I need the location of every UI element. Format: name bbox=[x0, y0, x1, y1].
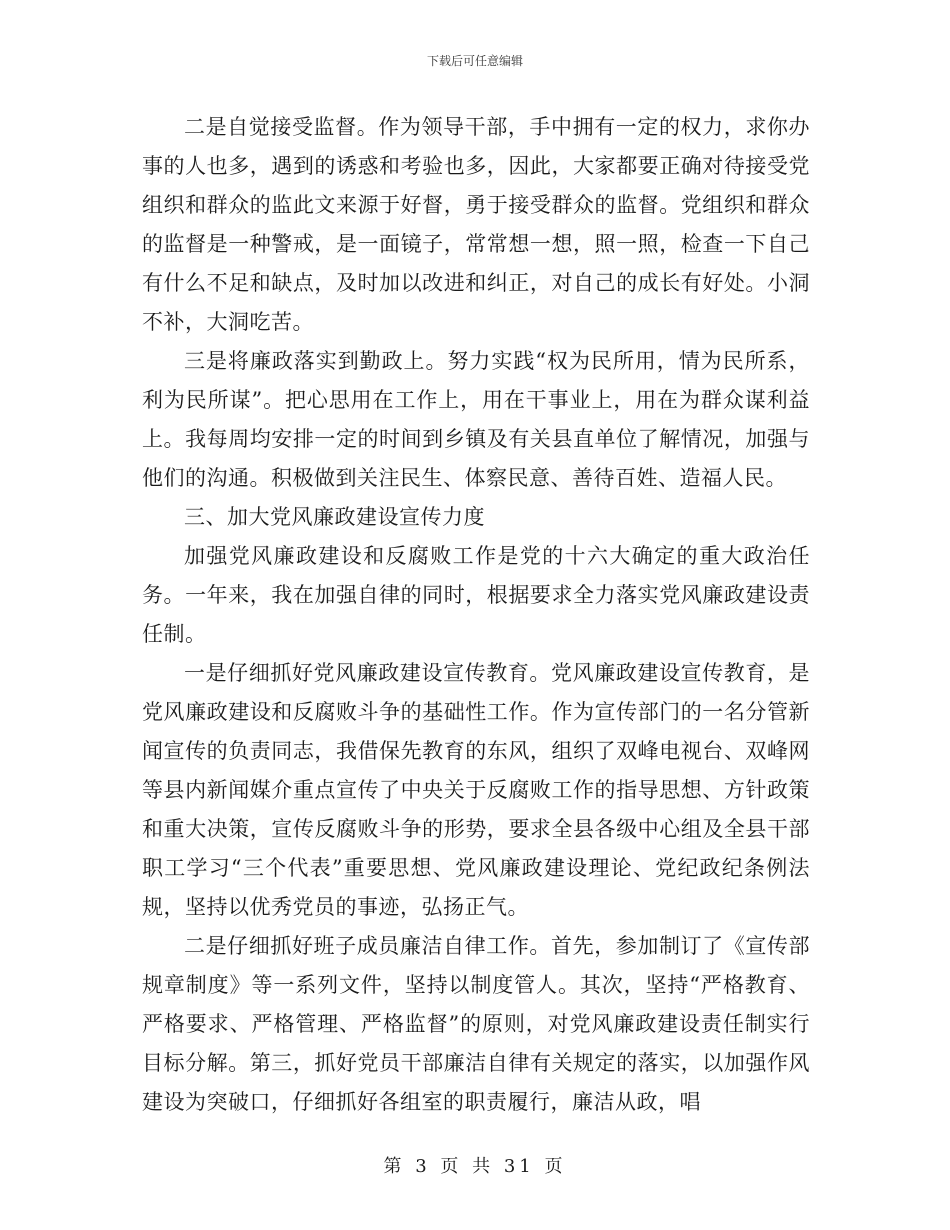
document-body bbox=[142, 108, 810, 1122]
paragraph-education: 一是仔细抓好党风廉政建设宣传教育。党风廉政建设宣传教育，是党风廉政建设和反腐败斗争的基础性工作。作为宣传部门的一名分管新闻宣传的负责同志，我借保先教育的东风，组织了双峰电视台、双峰网等县内新闻媒介重点宣传了中央关于反腐败工作的指导思想、方针政策和重大决策，宣传反腐败斗争的形势，要求全县各级中心组及全县干部职工学习“三个代表”重要思想、党风廉政建设理论、党纪政纪条例法规，坚持以优秀党员的事迹，弘扬正气。 bbox=[142, 661, 810, 919]
paragraph-self-discipline: 二是仔细抓好班子成员廉洁自律工作。首先，参加制订了《宣传部规章制度》等一系列文件，坚持以制度管人。其次，坚持“严格教育、严格要求、严格管理、严格监督”的原则，对党风廉政建设责任制实行目标分解。第三，抓好党员干部廉洁自律有关规定的落实，以加强作风建设为突破口，仔细抓好各组室的职责履行，廉洁从政，唱 bbox=[142, 934, 810, 1114]
page-footer: 第 3 页 共 31 页 bbox=[383, 1156, 567, 1177]
paragraph-diligence: 三是将廉政落实到勤政上。努力实践“权为民所用，情为民所系，利为民所谋”。把心思用在工作上，用在干事业上，用在为群众谋利益上。我每周均安排一定的时间到乡镇及有关县直单位了解情况，加强与他们的沟通。积极做到关注民生、体察民意、善待百姓、造福人民。 bbox=[142, 349, 810, 490]
paragraph-intro: 加强党风廉政建设和反腐败工作是党的十六大确定的重大政治任务。一年来，我在加强自律的同时，根据要求全力落实党风廉政建设责任制。 bbox=[142, 544, 810, 646]
section-heading-publicity: 三、加大党风廉政建设宣传力度 bbox=[184, 505, 485, 529]
paragraph-supervision: 二是自觉接受监督。作为领导干部，手中拥有一定的权力，求你办事的人也多，遇到的诱惑和考验也多，因此，大家都要正确对待接受党组织和群众的监此文来源于好督，勇于接受群众的监督。党组织和群众的监督是一种警戒，是一面镜子，常常想一想，照一照，检查一下自己有什么不足和缺点，及时加以改进和纠正，对自己的成长有好处。小洞不补，大洞吃苦。 bbox=[142, 115, 810, 334]
page-header: 下载后可任意编辑 bbox=[426, 54, 523, 68]
